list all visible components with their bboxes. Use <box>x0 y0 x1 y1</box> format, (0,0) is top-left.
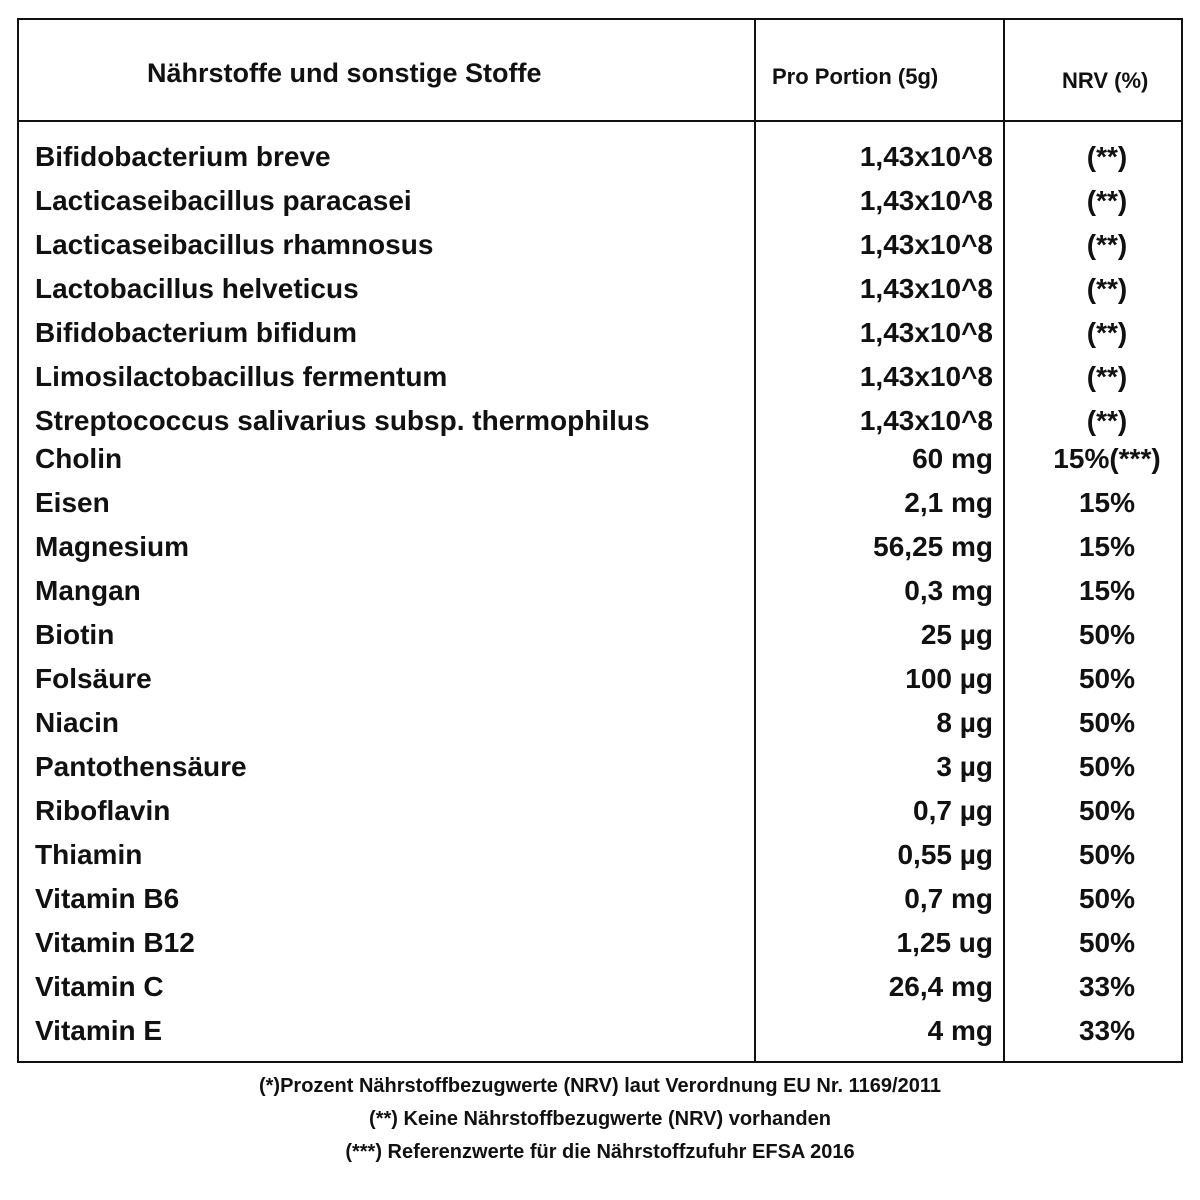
nrv-value: 15%(***) <box>1053 443 1161 474</box>
table-row <box>19 267 1181 311</box>
footnote-nrv-regulation: (*)Prozent Nährstoffbezugwerte (NRV) laut Verordnung EU Nr. 1169/2011 <box>258 1075 941 1097</box>
nutrient-name: Thiamin <box>35 839 143 870</box>
nutrient-name: Folsäure <box>35 663 152 694</box>
table-row <box>19 1009 1181 1053</box>
nutrient-name: Vitamin B6 <box>35 883 180 914</box>
per-portion-value: 60 mg <box>912 443 993 474</box>
nutrient-name: Vitamin E <box>35 1015 163 1046</box>
nutrient-name: Lacticaseibacillus rhamnosus <box>35 229 434 260</box>
table-row <box>19 135 1181 179</box>
table-row <box>19 877 1181 921</box>
nutrient-name: Mangan <box>35 575 141 606</box>
table-row <box>19 921 1181 965</box>
nrv-value: (**) <box>1086 141 1128 172</box>
per-portion-value: 3 µg <box>936 751 993 782</box>
nrv-value: (**) <box>1086 317 1128 348</box>
nutrient-name: Lactobacillus helveticus <box>35 273 359 304</box>
table-row <box>19 437 1181 481</box>
per-portion-value: 1,43x10^8 <box>859 405 993 436</box>
per-portion-value: 56,25 mg <box>873 531 993 562</box>
nrv-value: 33% <box>1078 1015 1136 1046</box>
nutrient-name: Eisen <box>35 487 110 518</box>
nutrient-name: Vitamin C <box>35 971 164 1002</box>
table-row <box>19 569 1181 613</box>
nrv-value: (**) <box>1086 229 1128 260</box>
nrv-value: 15% <box>1078 487 1136 518</box>
nrv-value: 50% <box>1078 883 1136 914</box>
per-portion-value: 1,43x10^8 <box>859 185 993 216</box>
nrv-value: (**) <box>1086 405 1128 436</box>
per-portion-value: 1,43x10^8 <box>859 141 993 172</box>
per-portion-value: 25 µg <box>920 619 993 650</box>
header-nrv: NRV (%) <box>1062 68 1149 93</box>
per-portion-value: 1,43x10^8 <box>859 273 993 304</box>
per-portion-value: 0,55 µg <box>897 839 993 870</box>
nutrient-name: Magnesium <box>35 531 190 562</box>
footnote-no-nrv: (**) Keine Nährstoffbezugwerte (NRV) vorhanden <box>369 1108 831 1130</box>
nrv-value: (**) <box>1086 185 1128 216</box>
table-row <box>19 481 1181 525</box>
nutrition-table <box>17 18 1183 1063</box>
per-portion-value: 1,43x10^8 <box>859 229 993 260</box>
table-row <box>19 657 1181 701</box>
nrv-value: 50% <box>1078 751 1136 782</box>
nutrient-name: Pantothensäure <box>35 751 247 782</box>
table-row <box>19 223 1181 267</box>
nutrient-name: Bifidobacterium bifidum <box>35 317 357 348</box>
nrv-value: 33% <box>1078 971 1136 1002</box>
per-portion-value: 26,4 mg <box>888 971 993 1002</box>
per-portion-value: 0,3 mg <box>904 575 993 606</box>
nrv-value: 15% <box>1078 531 1136 562</box>
per-portion-value: 2,1 mg <box>904 487 993 518</box>
nutrient-name: Lacticaseibacillus paracasei <box>35 185 412 216</box>
nrv-value: 50% <box>1078 663 1136 694</box>
table-row <box>19 701 1181 745</box>
table-row <box>19 179 1181 223</box>
per-portion-value: 1,25 ug <box>896 927 993 958</box>
table-row <box>19 745 1181 789</box>
nutrient-name: Vitamin B12 <box>35 927 195 958</box>
table-row <box>19 525 1181 569</box>
nrv-value: (**) <box>1086 361 1128 392</box>
nrv-value: 15% <box>1078 575 1136 606</box>
nutrient-name: Cholin <box>35 443 123 474</box>
footnote-efsa: (***) Referenzwerte für die Nährstoffzufuhr EFSA 2016 <box>345 1141 855 1163</box>
nutrient-name: Limosilactobacillus fermentum <box>35 361 448 392</box>
table-row <box>19 833 1181 877</box>
nutrient-name: Riboflavin <box>35 795 171 826</box>
table-row <box>19 789 1181 833</box>
header-per-portion: Pro Portion (5g) <box>772 64 939 89</box>
table-row <box>19 613 1181 657</box>
nutrient-name: Bifidobacterium breve <box>35 141 331 172</box>
nrv-value: 50% <box>1078 707 1136 738</box>
table-row <box>19 311 1181 355</box>
nrv-value: 50% <box>1078 795 1136 826</box>
nutrient-name: Biotin <box>35 619 115 650</box>
per-portion-value: 0,7 mg <box>904 883 993 914</box>
nrv-value: (**) <box>1086 273 1128 304</box>
nrv-value: 50% <box>1078 839 1136 870</box>
header-nutrient: Nährstoffe und sonstige Stoffe <box>147 58 542 88</box>
nrv-value: 50% <box>1078 619 1136 650</box>
header-divider <box>19 120 1181 122</box>
per-portion-value: 1,43x10^8 <box>859 361 993 392</box>
table-row <box>19 355 1181 399</box>
nrv-value: 50% <box>1078 927 1136 958</box>
per-portion-value: 0,7 µg <box>913 795 993 826</box>
per-portion-value: 1,43x10^8 <box>859 317 993 348</box>
per-portion-value: 8 µg <box>936 707 993 738</box>
nutrient-name: Niacin <box>35 707 120 738</box>
per-portion-value: 100 µg <box>905 663 993 694</box>
table-row <box>19 965 1181 1009</box>
nutrient-name: Streptococcus salivarius subsp. thermophilus <box>35 405 650 436</box>
per-portion-value: 4 mg <box>927 1015 993 1046</box>
